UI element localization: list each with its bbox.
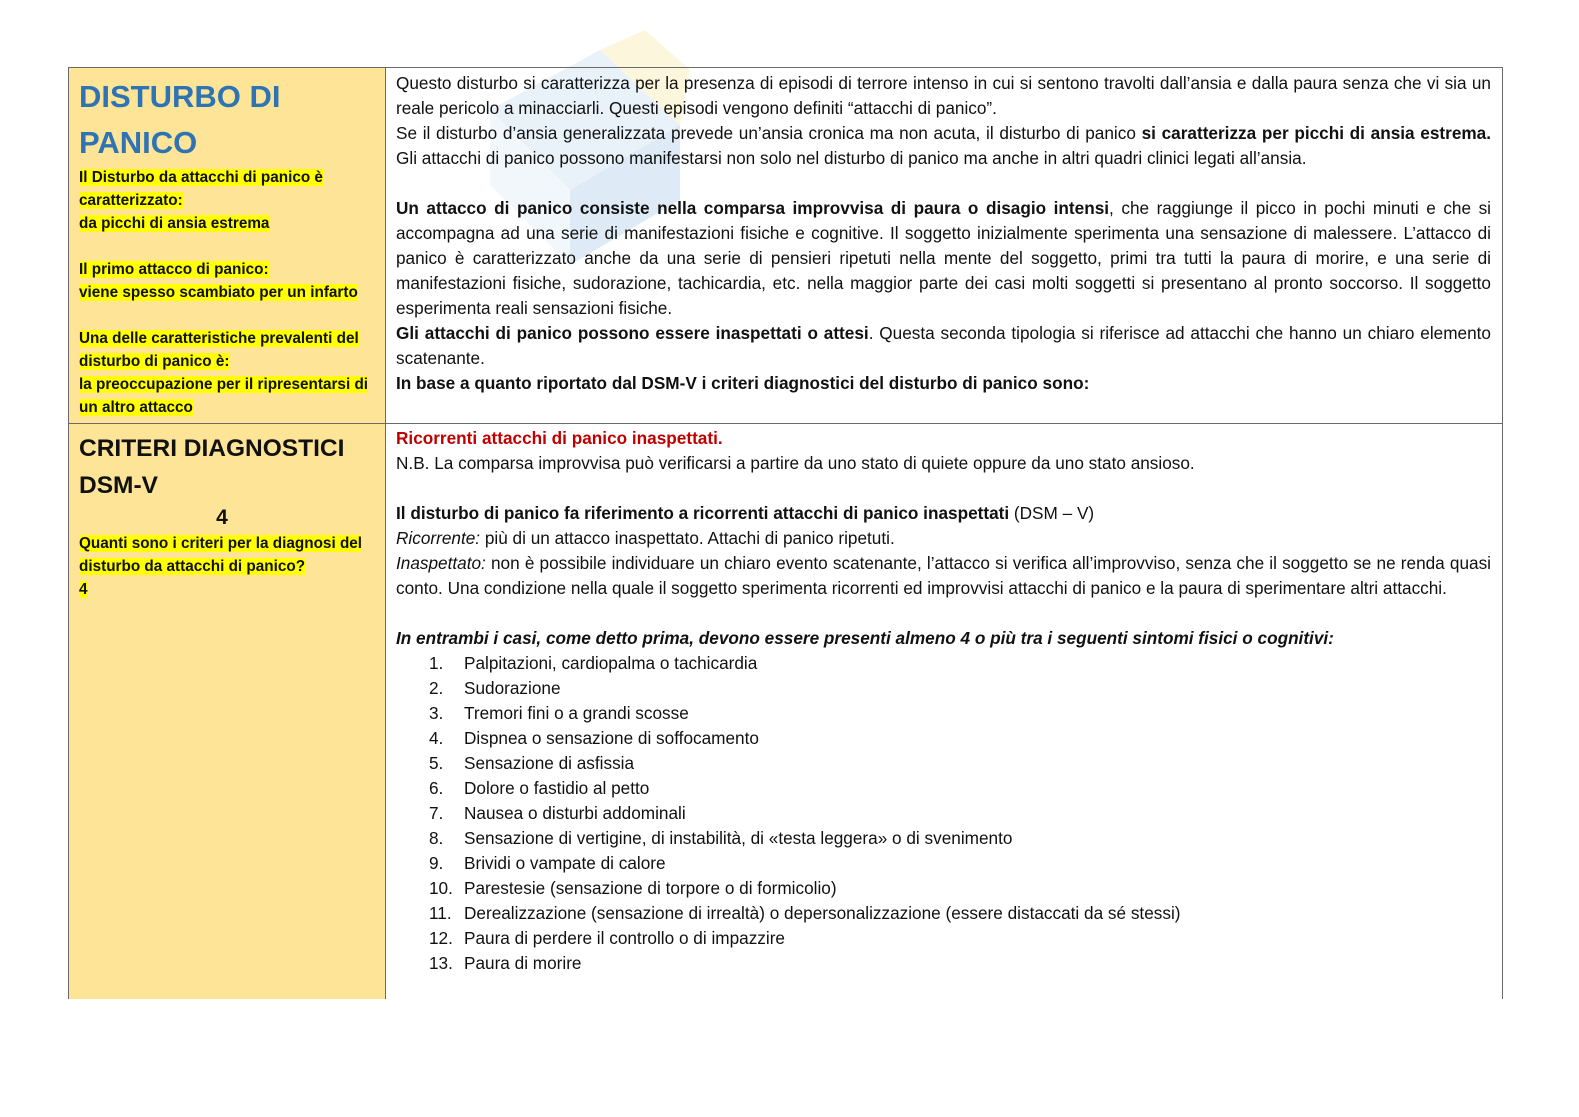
list-item xyxy=(429,751,1491,776)
symptom-list xyxy=(396,651,1491,976)
list-number: 11. xyxy=(429,903,452,923)
section-title: DISTURBO DI PANICO xyxy=(79,79,281,160)
list-intro: In entrambi i casi, come detto prima, devono essere presenti almeno 4 o più tra i seguenti sintomi fisici o cognitivi: xyxy=(396,628,1334,648)
paragraph: Gli attacchi di panico possono essere inaspettati o attesi. Questa seconda tipologia si riferisce ad attacchi che hanno un chiaro elemento scatenante. xyxy=(396,323,1491,368)
list-item xyxy=(429,726,1491,751)
answer-2: viene spesso scambiato per un infarto xyxy=(79,284,358,301)
list-item xyxy=(429,826,1491,851)
list-number: 1. xyxy=(429,653,444,673)
list-text: Paura di perdere il controllo o di impazzire xyxy=(464,928,785,948)
red-heading: Ricorrenti attacchi di panico inaspettati. xyxy=(396,428,723,448)
answer-1: da picchi di ansia estrema xyxy=(79,215,270,232)
list-item xyxy=(429,851,1491,876)
paragraph: Inaspettato: non è possibile individuare un chiaro evento scatenante, l’attacco si verifica all’improvviso, senza che il soggetto se ne renda quasi conto. Una condizione nella quale il soggetto sperimenta ricorrenti ed improvvisi attacchi di panico e la paura di sperimentare altri attacchi. xyxy=(396,553,1491,598)
table-row xyxy=(69,68,1503,424)
list-item xyxy=(429,701,1491,726)
list-item xyxy=(429,676,1491,701)
criteria-title: CRITERI DIAGNOSTICI DSM-V xyxy=(79,435,345,499)
list-text: Derealizzazione (sensazione di irrealtà) o depersonalizzazione (essere distaccati da sé stessi) xyxy=(464,903,1181,923)
paragraph: Un attacco di panico consiste nella comparsa improvvisa di paura o disagio intensi, che raggiunge il picco in pochi minuti e che si accompagna ad una serie di manifestazioni fisiche e cognitive. Il soggetto inizialmente sperimenta una sensazione di malessere. L’attacco di panico è caratterizzato anche da una serie di pensieri ripetuti nella mente del soggetto, primi tra tutti la paura di morire, e una serie di manifestazioni fisiche, sudorazione, tachicardia, etc. nella maggior parte dei casi molti soggetti si presentano al pronto soccorso. Il soggetto esperimenta reali sensazioni fisiche. xyxy=(396,198,1491,318)
left-cell-panic xyxy=(69,68,386,424)
paragraph: Questo disturbo si caratterizza per la presenza di episodi di terrore intenso in cui si sentono travolti dall’ansia e dalla paura senza che vi sia un reale pericolo a minacciarli. Questi episodi vengono definiti “attacchi di panico”. xyxy=(396,73,1491,118)
table-row xyxy=(69,424,1503,1000)
list-number: 7. xyxy=(429,803,444,823)
question-1: Il Disturbo da attacchi di panico è caratterizzato: xyxy=(79,169,323,209)
list-text: Brividi o vampate di calore xyxy=(464,853,666,873)
right-cell-criteria xyxy=(386,424,1503,1000)
list-number: 6. xyxy=(429,778,444,798)
list-number: 13. xyxy=(429,953,453,973)
paragraph: Se il disturbo d’ansia generalizzata prevede un’ansia cronica ma non acuta, il disturbo di panico si caratterizza per picchi di ansia estrema. Gli attacchi di panico possono manifestarsi non solo nel disturbo di panico ma anche in altri quadri clinici legati all’ansia. xyxy=(396,123,1491,168)
list-number: 4. xyxy=(429,728,444,748)
list-text: Paura di morire xyxy=(464,953,582,973)
list-item xyxy=(429,951,1491,976)
list-text: Tremori fini o a grandi scosse xyxy=(464,703,689,723)
list-text: Dispnea o sensazione di soffocamento xyxy=(464,728,759,748)
right-cell-description xyxy=(386,68,1503,424)
list-text: Sensazione di asfissia xyxy=(464,753,635,773)
paragraph: Il disturbo di panico fa riferimento a ricorrenti attacchi di panico inaspettati (DSM – V) xyxy=(396,503,1095,523)
list-item xyxy=(429,926,1491,951)
list-text: Sensazione di vertigine, di instabilità, di «testa leggera» o di svenimento xyxy=(464,828,1013,848)
list-number: 8. xyxy=(429,828,444,848)
list-number: 5. xyxy=(429,753,444,773)
answer-4: 4 xyxy=(79,581,88,598)
list-number: 3. xyxy=(429,703,444,723)
answer-3: la preoccupazione per il ripresentarsi di un altro attacco xyxy=(79,376,369,416)
criteria-number: 4 xyxy=(216,506,228,529)
study-table xyxy=(68,67,1503,999)
question-2: Il primo attacco di panico: xyxy=(79,261,269,278)
list-text: Dolore o fastidio al petto xyxy=(464,778,650,798)
left-cell-criteria xyxy=(69,424,386,1000)
list-item xyxy=(429,776,1491,801)
list-text: Parestesie (sensazione di torpore o di formicolio) xyxy=(464,878,837,898)
list-number: 2. xyxy=(429,678,444,698)
list-item xyxy=(429,901,1491,926)
paragraph: Ricorrente: più di un attacco inaspettato. Attachi di panico ripetuti. xyxy=(396,528,895,548)
list-item xyxy=(429,876,1491,901)
list-item xyxy=(429,801,1491,826)
list-text: Sudorazione xyxy=(464,678,561,698)
list-number: 9. xyxy=(429,853,444,873)
nb-note: N.B. La comparsa improvvisa può verificarsi a partire da uno stato di quiete oppure da uno stato ansioso. xyxy=(396,453,1195,473)
list-item xyxy=(429,651,1491,676)
list-text: Nausea o disturbi addominali xyxy=(464,803,686,823)
list-number: 10. xyxy=(429,878,453,898)
paragraph: In base a quanto riportato dal DSM-V i criteri diagnostici del disturbo di panico sono: xyxy=(396,373,1090,393)
question-4: Quanti sono i criteri per la diagnosi del disturbo da attacchi di panico? xyxy=(79,535,363,575)
list-number: 12. xyxy=(429,928,453,948)
list-text: Palpitazioni, cardiopalma o tachicardia xyxy=(464,653,758,673)
question-3: Una delle caratteristiche prevalenti del disturbo di panico è: xyxy=(79,330,359,370)
